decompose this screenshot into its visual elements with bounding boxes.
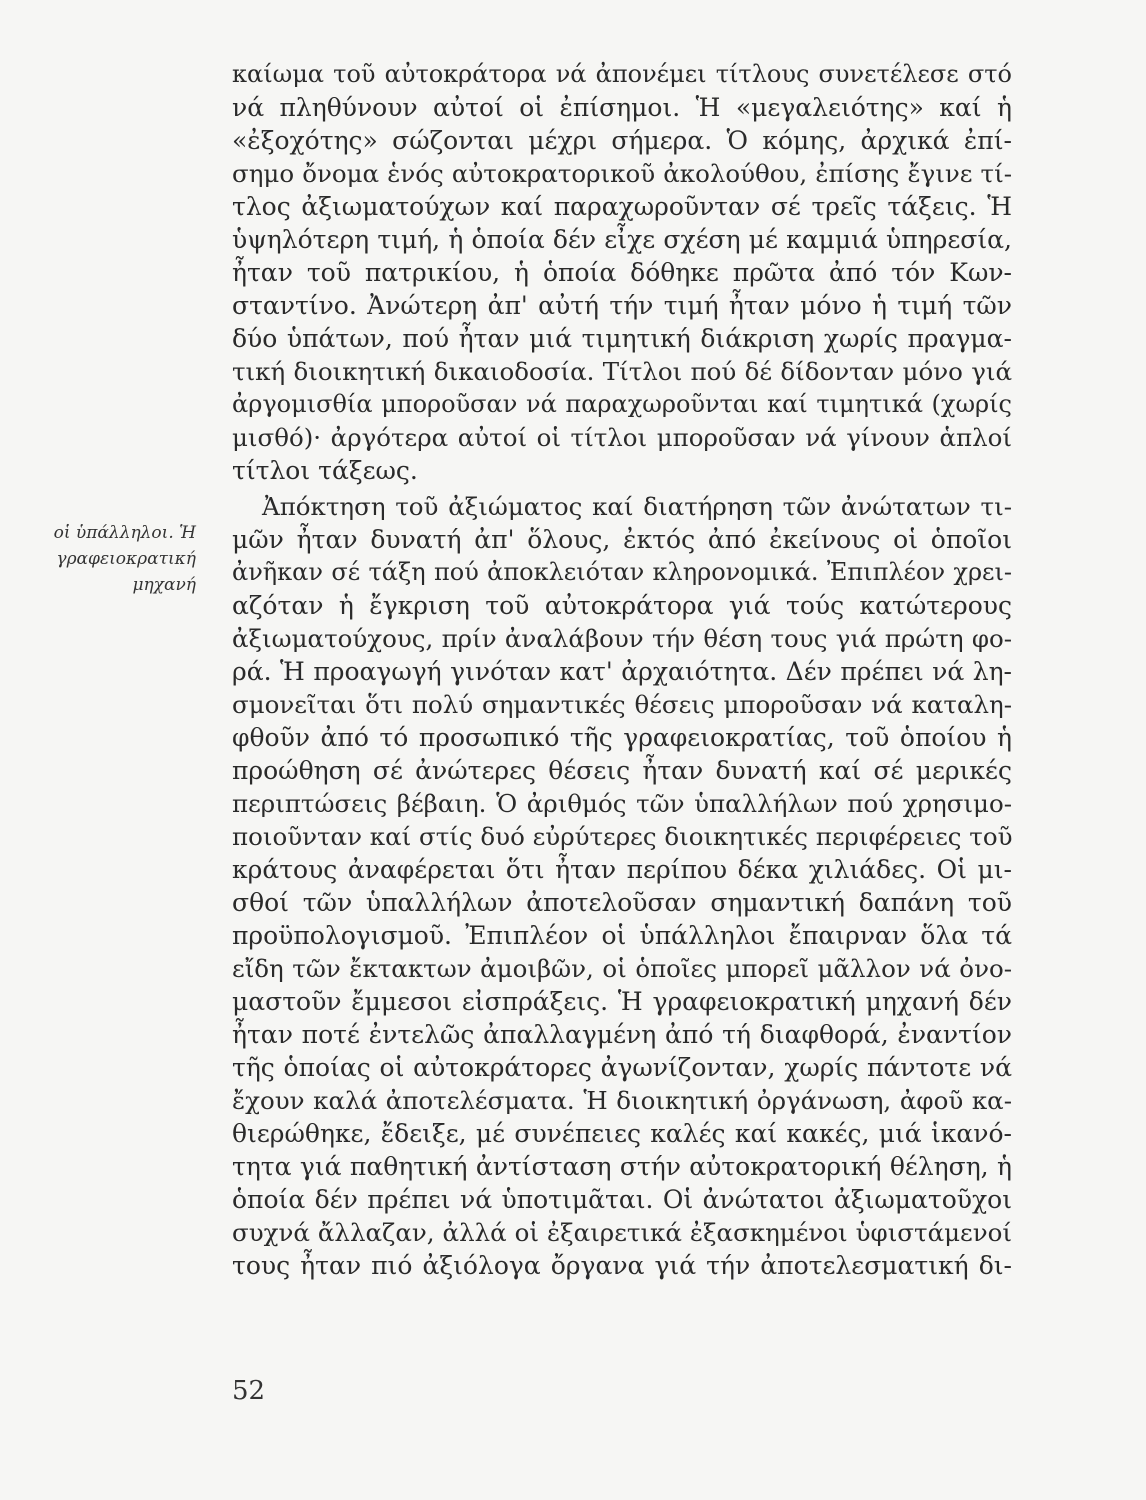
- text-line: τίτλοι τάξεως.: [232, 456, 418, 485]
- text-line: «ἐξοχότης» σώζονται μέχρι σήμερα. Ὁ κόμης, ἀρχικά ἐπί-: [232, 126, 1012, 155]
- text-line: σθοί τῶν ὑπαλλήλων ἀποτελοῦσαν σημαντική δαπάνη τοῦ: [232, 888, 1012, 917]
- margin-note-line: οἱ ὑπάλληλοι. Ἡ: [53, 523, 196, 543]
- text-line: τική διοικητική δικαιοδοσία. Τίτλοι πού δέ δίδονταν μόνο γιά: [232, 357, 1012, 386]
- text-line: σημο ὄνομα ἑνός αὐτοκρατορικοῦ ἀκολούθου, ἐπίσης ἔγινε τί-: [232, 159, 1012, 188]
- text-line: κράτους ἀναφέρεται ὅτι ἦταν περίπου δέκα χιλιάδες. Οἱ μι-: [232, 855, 1012, 884]
- text-line: νά πληθύνουν αὐτοί οἱ ἐπίσημοι. Ἡ «μεγαλειότης» καί ἡ: [232, 93, 1012, 122]
- text-line: καίωμα τοῦ αὐτοκράτορα νά ἀπονέμει τίτλους συνετέλεσε στό: [232, 60, 1012, 88]
- margin-note-line: γραφειοκρατική: [56, 549, 196, 569]
- text-line: εἴδη τῶν ἔκτακτων ἀμοιβῶν, οἱ ὁποῖες μπορεῖ μᾶλλον νά ὀνο-: [232, 954, 1012, 983]
- text-line: τους ἦταν πιό ἀξιόλογα ὄργανα γιά τήν ἀποτελεσματική δι-: [232, 1251, 1012, 1280]
- text-line: ποιοῦνταν καί στίς δυό εὐρύτερες διοικητικές περιφέρειες τοῦ: [232, 822, 1013, 851]
- text-line: μαστοῦν ἔμμεσοι εἰσπράξεις. Ἡ γραφειοκρατική μηχανή δέν: [232, 987, 1012, 1016]
- text-line: ἀνῆκαν σέ τάξη πού ἀποκλειόταν κληρονομικά. Ἐπιπλέον χρει-: [232, 558, 1012, 586]
- text-line: τητα γιά παθητική ἀντίσταση στήν αὐτοκρατορική θέληση, ἡ: [232, 1152, 1012, 1181]
- text-line: δύο ὑπάτων, πού ἦταν μιά τιμητική διάκριση χωρίς πραγμα-: [232, 324, 1012, 353]
- margin-note: [20, 520, 196, 598]
- paragraph-2: [232, 490, 1012, 1282]
- text-line: ἀργομισθία μποροῦσαν νά παραχωροῦνται καί τιμητικά (χωρίς: [232, 390, 1012, 418]
- text-line: τλος ἀξιωματούχων καί παραχωροῦνταν σέ τρεῖς τάξεις. Ἡ: [232, 192, 1012, 221]
- text-line: ὁποία δέν πρέπει νά ὑποτιμᾶται. Οἱ ἀνώτατοι ἀξιωματοῦχοι: [232, 1185, 1012, 1214]
- margin-note-line: μηχανή: [132, 575, 196, 595]
- text-line: αζόταν ἡ ἔγκριση τοῦ αὐτοκράτορα γιά τούς κατώτερους: [232, 591, 1012, 620]
- text-line: θιερώθηκε, ἔδειξε, μέ συνέπειες καλές καί κακές, μιά ἱκανό-: [232, 1119, 1012, 1148]
- text-line: ἔχουν καλά ἀποτελέσματα. Ἡ διοικητική ὀργάνωση, ἀφοῦ κα-: [232, 1086, 1012, 1115]
- text-line: σταντίνο. Ἀνώτερη ἀπ' αὐτή τήν τιμή ἦταν μόνο ἡ τιμή τῶν: [232, 291, 1012, 320]
- paragraph-1: [232, 58, 1012, 487]
- text-line: ἦταν ποτέ ἐντελῶς ἀπαλλαγμένη ἀπό τή διαφθορά, ἐναντίον: [232, 1020, 1012, 1049]
- text-line: μῶν ἦταν δυνατή ἀπ' ὅλους, ἐκτός ἀπό ἐκείνους οἱ ὁποῖοι: [232, 525, 1012, 554]
- page-number: 52: [232, 1376, 266, 1406]
- text-line: σμονεῖται ὅτι πολύ σημαντικές θέσεις μποροῦσαν νά καταλη-: [232, 690, 1012, 719]
- text-line: τῆς ὁποίας οἱ αὐτοκράτορες ἀγωνίζονταν, χωρίς πάντοτε νά: [232, 1053, 1012, 1082]
- text-line: φθοῦν ἀπό τό προσωπικό τῆς γραφειοκρατίας, τοῦ ὁποίου ἡ: [232, 723, 1012, 752]
- text-line: περιπτώσεις βέβαιη. Ὁ ἀριθμός τῶν ὑπαλλήλων πού χρησιμο-: [232, 789, 1012, 818]
- text-line: ὑψηλότερη τιμή, ἡ ὁποία δέν εἶχε σχέση μέ καμμιά ὑπηρεσία,: [232, 225, 1012, 254]
- text-line: προϋπολογισμοῦ. Ἐπιπλέον οἱ ὑπάλληλοι ἔπαιρναν ὅλα τά: [232, 921, 1012, 950]
- text-line: Ἀπόκτηση τοῦ ἀξιώματος καί διατήρηση τῶν ἀνώτατων τι-: [262, 492, 1012, 521]
- text-line: συχνά ἄλλαζαν, ἀλλά οἱ ἐξαιρετικά ἐξασκημένοι ὑφιστάμενοί: [232, 1218, 1012, 1247]
- text-line: προώθηση σέ ἀνώτερες θέσεις ἦταν δυνατή καί σέ μερικές: [232, 756, 1012, 785]
- text-line: ἦταν τοῦ πατρικίου, ἡ ὁποία δόθηκε πρῶτα ἀπό τόν Κων-: [232, 258, 1012, 287]
- text-line: ρά. Ἡ προαγωγή γινόταν κατ' ἀρχαιότητα. Δέν πρέπει νά λη-: [232, 657, 1012, 686]
- text-line: μισθό)· ἀργότερα αὐτοί οἱ τίτλοι μποροῦσαν νά γίνουν ἁπλοί: [232, 423, 1012, 452]
- text-line: ἀξιωματούχους, πρίν ἀναλάβουν τήν θέση τους γιά πρώτη φο-: [232, 624, 1012, 653]
- body-text: [232, 58, 1012, 1282]
